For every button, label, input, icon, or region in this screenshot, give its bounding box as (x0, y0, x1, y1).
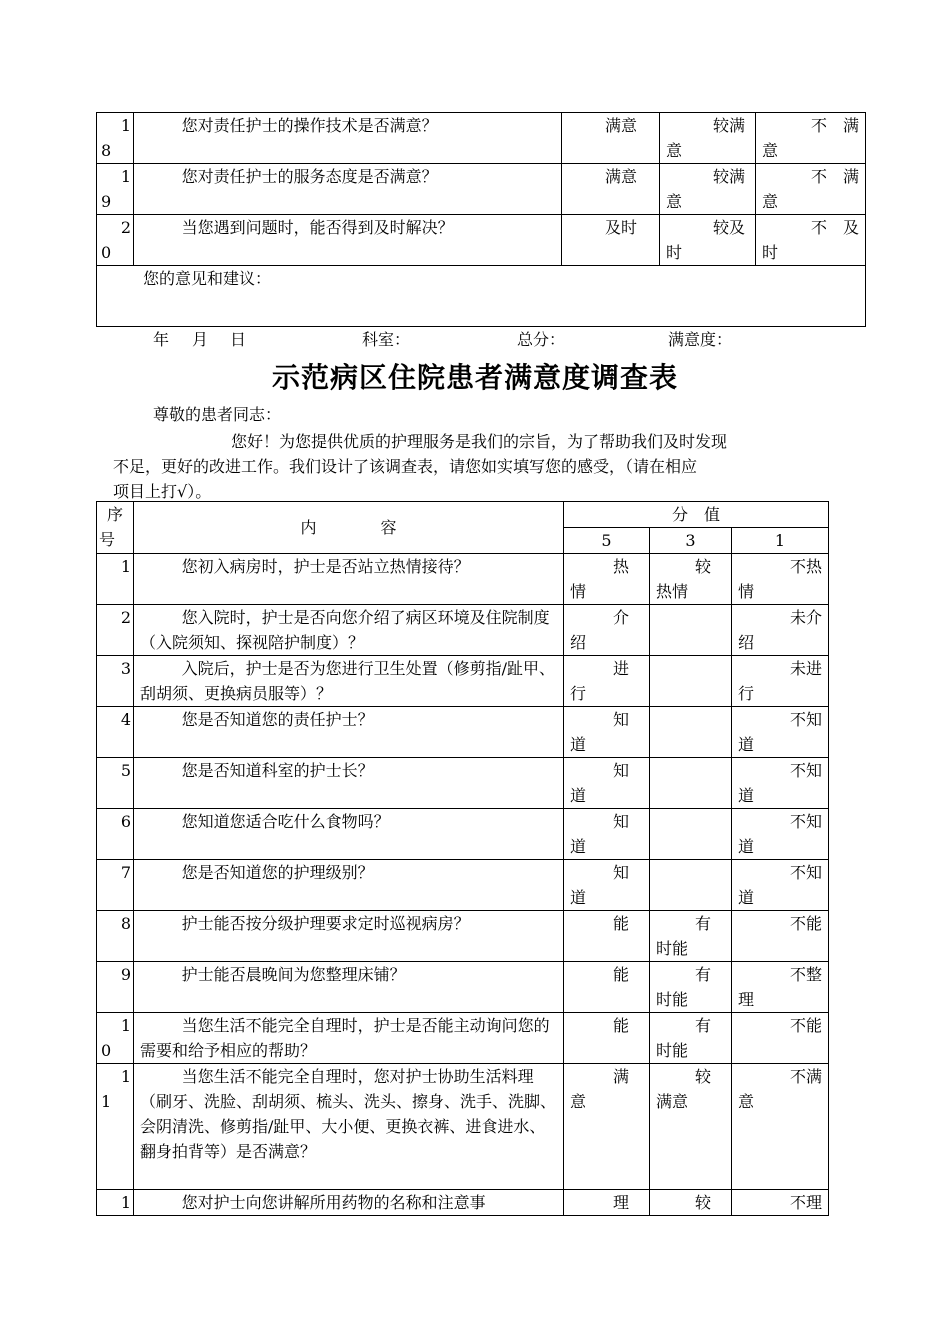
table-row (97, 809, 829, 860)
option-cell[interactable]: 满意 (562, 113, 660, 164)
table-row (97, 554, 829, 605)
row-number (97, 215, 134, 266)
option-text: 时 (666, 243, 683, 262)
option-text: 有 (694, 965, 711, 984)
option-text: 较满 (712, 167, 745, 186)
header-number-part: 号 (99, 530, 116, 549)
footer-day: 日 (230, 330, 247, 349)
header-content: 内 容 (134, 502, 564, 554)
option-cell[interactable] (564, 1013, 650, 1064)
option-cell[interactable] (732, 605, 829, 656)
table-row (97, 1064, 829, 1190)
row-number-part: 0 (101, 1041, 112, 1060)
row-number-part: 1 (120, 1016, 131, 1035)
option-cell[interactable] (732, 962, 829, 1013)
question-text: 您入院时，护士是否向您介绍了病区环境及住院制度（入院须知、探视陪护制度）？ (134, 605, 564, 656)
row-number-part: 9 (120, 965, 131, 984)
table-row (97, 758, 829, 809)
option-text: 不能 (790, 914, 823, 933)
header-number (97, 502, 134, 554)
row-number-part: 8 (120, 914, 131, 933)
question-text: 您是否知道您的护理级别？ (134, 860, 564, 911)
question-text: 您初入病房时，护士是否站立热情接待？ (134, 554, 564, 605)
option-text: 不 满 (810, 116, 859, 135)
table-row (97, 860, 829, 911)
option-text: 知 (612, 863, 629, 882)
footer-month: 月 (192, 330, 209, 349)
option-cell[interactable] (650, 1013, 732, 1064)
option-text: 较及 (712, 218, 745, 237)
table-row (97, 215, 866, 266)
option-text: 满意 (656, 1092, 689, 1111)
option-text: 行 (570, 684, 587, 703)
main-table (96, 501, 829, 1216)
option-text: 不 及 (810, 218, 859, 237)
row-number-part: 3 (120, 659, 131, 678)
row-number-part: 1 (120, 557, 131, 576)
top-table (96, 112, 866, 327)
option-text: 知 (612, 812, 629, 831)
row-number-part: 1 (101, 1092, 112, 1111)
opinion-row (97, 266, 866, 327)
question-text: 护士能否晨晚间为您整理床铺？ (134, 962, 564, 1013)
row-number-part: 4 (120, 710, 131, 729)
option-cell[interactable] (732, 758, 829, 809)
row-number (97, 707, 134, 758)
option-text: 绍 (738, 633, 755, 652)
header-row (97, 502, 829, 528)
question-text: 您是否知道科室的护士长？ (134, 758, 564, 809)
option-text: 情 (570, 582, 587, 601)
row-number (97, 758, 134, 809)
table-row (97, 962, 829, 1013)
header-score-value: 3 (650, 528, 732, 554)
table-row (97, 911, 829, 962)
row-number (97, 860, 134, 911)
option-cell[interactable] (564, 860, 650, 911)
row-number-part: 7 (120, 863, 131, 882)
option-cell[interactable] (564, 656, 650, 707)
option-text: 不知 (790, 710, 823, 729)
header-score-value: 5 (564, 528, 650, 554)
option-cell[interactable] (660, 113, 756, 164)
row-number-part: 1 (120, 1193, 131, 1212)
option-cell[interactable] (732, 1064, 829, 1190)
table-row (97, 1013, 829, 1064)
option-text: 较 (694, 557, 711, 576)
footer-score: 总分： (517, 330, 566, 349)
option-text: 进 (612, 659, 629, 678)
row-number (97, 605, 134, 656)
option-text: 时 (762, 243, 779, 262)
row-number-part: 9 (101, 192, 112, 211)
option-cell[interactable] (650, 860, 732, 911)
option-text: 有 (694, 1016, 711, 1035)
row-number (97, 113, 134, 164)
row-number (97, 962, 134, 1013)
option-cell[interactable] (660, 215, 756, 266)
footer-satisfaction: 满意度： (668, 330, 733, 349)
option-cell[interactable] (650, 1064, 732, 1190)
option-text: 意 (666, 141, 683, 160)
header-score: 分 值 (564, 502, 829, 528)
row-number (97, 911, 134, 962)
option-cell[interactable] (732, 860, 829, 911)
footer-year: 年 (153, 330, 170, 349)
intro-line-3: 项目上打√）。 (113, 482, 212, 501)
option-text: 满 (612, 1067, 629, 1086)
option-cell[interactable] (650, 911, 732, 962)
option-cell[interactable] (732, 554, 829, 605)
option-cell[interactable] (564, 809, 650, 860)
question-text: 当您生活不能完全自理时，您对护士协助生活料理（刷牙、洗脸、刮胡须、梳头、洗头、擦身、洗手、洗脚、会阴清洗、修剪指/趾甲、大小便、更换衣裤、进食进水、翻身拍背等）是否满意？ (134, 1064, 564, 1190)
option-cell[interactable] (564, 605, 650, 656)
option-text: 道 (570, 786, 587, 805)
header-score-value: 1 (732, 528, 829, 554)
option-cell[interactable] (732, 656, 829, 707)
row-number-part: 1 (120, 167, 131, 186)
page-title: 示范病区住院患者满意度调查表 (271, 361, 678, 394)
option-text: 不知 (790, 761, 823, 780)
row-number-part: 8 (101, 141, 112, 160)
row-number (97, 164, 134, 215)
option-text: 理 (612, 1193, 629, 1212)
footer-line (0, 327, 950, 353)
header-number-part: 序 (106, 505, 123, 524)
option-text: 知 (612, 761, 629, 780)
option-text: 不知 (790, 863, 823, 882)
option-cell[interactable] (650, 809, 732, 860)
option-text: 较 (694, 1193, 711, 1212)
option-text: 时能 (656, 990, 689, 1009)
option-cell[interactable] (564, 1064, 650, 1190)
intro-line-2: 不足，更好的改进工作。我们设计了该调查表，请您如实填写您的感受，（请在相应 (113, 457, 698, 476)
option-text: 不理 (790, 1193, 823, 1212)
option-cell[interactable]: 及时 (562, 215, 660, 266)
row-number-part: 0 (101, 243, 112, 262)
opinion-field[interactable]: 您的意见和建议： (97, 266, 866, 327)
row-number (97, 1064, 134, 1190)
greeting: 尊敬的患者同志： (153, 405, 282, 424)
row-number-part: 6 (120, 812, 131, 831)
option-text: 不知 (790, 812, 823, 831)
option-text: 能 (612, 914, 629, 933)
option-cell[interactable] (650, 758, 732, 809)
question-text: 当您生活不能完全自理时，护士是否能主动询问您的需要和给予相应的帮助？ (134, 1013, 564, 1064)
option-cell[interactable] (756, 113, 866, 164)
option-text: 意 (738, 1092, 755, 1111)
option-text: 意 (762, 192, 779, 211)
option-cell[interactable] (564, 707, 650, 758)
question-text: 您知道您适合吃什么食物吗？ (134, 809, 564, 860)
option-text: 不能 (790, 1016, 823, 1035)
option-cell[interactable] (660, 164, 756, 215)
option-cell[interactable] (732, 809, 829, 860)
option-text: 道 (738, 786, 755, 805)
question-text: 您对责任护士的操作技术是否满意？ (134, 113, 562, 164)
option-text: 行 (738, 684, 755, 703)
row-number (97, 1190, 134, 1216)
option-text: 不满 (790, 1067, 823, 1086)
row-number (97, 554, 134, 605)
row-number-part: 5 (120, 761, 131, 780)
question-text: 当您遇到问题时，能否得到及时解决？ (134, 215, 562, 266)
row-number-part: 1 (120, 116, 131, 135)
question-text: 护士能否按分级护理要求定时巡视病房？ (134, 911, 564, 962)
table-row (97, 113, 866, 164)
row-number-part: 2 (120, 608, 131, 627)
option-text: 能 (612, 965, 629, 984)
option-text: 热 (612, 557, 629, 576)
option-cell[interactable] (732, 911, 829, 962)
option-text: 能 (612, 1016, 629, 1035)
option-cell[interactable] (564, 554, 650, 605)
option-cell[interactable] (650, 554, 732, 605)
option-cell[interactable] (756, 164, 866, 215)
option-text: 未进 (790, 659, 823, 678)
option-text: 介 (612, 608, 629, 627)
option-text: 较满 (712, 116, 745, 135)
option-cell[interactable] (564, 911, 650, 962)
option-cell[interactable] (732, 1190, 829, 1216)
footer-dept: 科室： (362, 330, 411, 349)
option-cell[interactable] (564, 758, 650, 809)
option-text: 道 (738, 837, 755, 856)
option-text: 有 (694, 914, 711, 933)
question-text: 您对责任护士的服务态度是否满意？ (134, 164, 562, 215)
row-number (97, 809, 134, 860)
option-text: 意 (762, 141, 779, 160)
intro-line-1: 您好！为您提供优质的护理服务是我们的宗旨，为了帮助我们及时发现 (231, 432, 728, 451)
row-number-part: 2 (120, 218, 131, 237)
option-cell[interactable] (650, 656, 732, 707)
option-text: 时能 (656, 939, 689, 958)
question-text: 您是否知道您的责任护士？ (134, 707, 564, 758)
option-cell[interactable] (564, 962, 650, 1013)
option-text: 不 满 (810, 167, 859, 186)
table-row (97, 164, 866, 215)
option-text: 不热 (790, 557, 823, 576)
option-text: 理 (738, 990, 755, 1009)
table-row (97, 1190, 829, 1216)
option-text: 不整 (790, 965, 823, 984)
option-text: 热情 (656, 582, 689, 601)
option-text: 时能 (656, 1041, 689, 1060)
option-text: 道 (738, 735, 755, 754)
option-cell[interactable] (650, 707, 732, 758)
option-cell[interactable] (650, 962, 732, 1013)
option-cell[interactable] (650, 605, 732, 656)
option-text: 意 (666, 192, 683, 211)
option-text: 未介 (790, 608, 823, 627)
option-text: 道 (738, 888, 755, 907)
option-cell[interactable] (564, 1190, 650, 1216)
option-cell[interactable] (756, 215, 866, 266)
row-number-part: 1 (120, 1067, 131, 1086)
option-cell[interactable] (650, 1190, 732, 1216)
option-text: 绍 (570, 633, 587, 652)
table-row (97, 605, 829, 656)
option-text: 道 (570, 888, 587, 907)
row-number (97, 656, 134, 707)
table-row (97, 656, 829, 707)
option-text: 道 (570, 735, 587, 754)
option-text: 道 (570, 837, 587, 856)
option-cell[interactable] (732, 1013, 829, 1064)
option-text: 情 (738, 582, 755, 601)
option-cell[interactable] (732, 707, 829, 758)
option-text: 较 (694, 1067, 711, 1086)
row-number (97, 1013, 134, 1064)
question-text: 您对护士向您讲解所用药物的名称和注意事 (134, 1190, 564, 1216)
option-cell[interactable]: 满意 (562, 164, 660, 215)
option-text: 意 (570, 1092, 587, 1111)
question-text: 入院后，护士是否为您进行卫生处置（修剪指/趾甲、刮胡须、更换病员服等）？ (134, 656, 564, 707)
table-row (97, 707, 829, 758)
option-text: 知 (612, 710, 629, 729)
